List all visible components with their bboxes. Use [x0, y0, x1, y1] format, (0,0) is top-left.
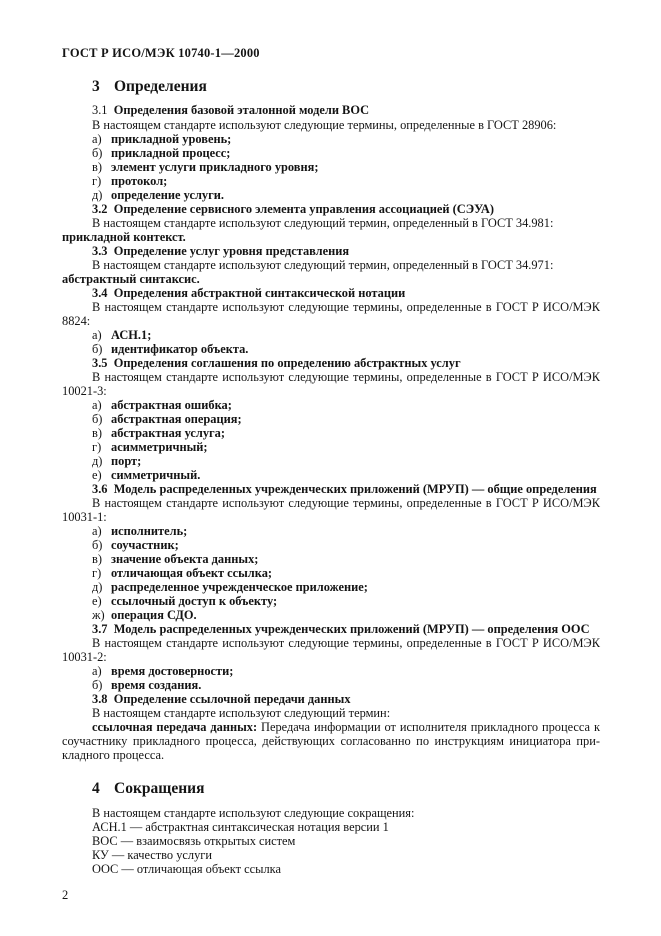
paragraph-continuation: 10031-1:: [62, 510, 107, 524]
paragraph: В настоящем стандарте используют следующий термин:: [92, 706, 391, 720]
list-item: е) симметричный.: [92, 468, 201, 482]
list-item: а) абстрактная ошибка;: [92, 398, 232, 412]
section-title: Сокращения: [114, 780, 205, 797]
paragraph-continuation: 8824:: [62, 314, 91, 328]
list-item: г) отличающая объект ссылка;: [92, 566, 273, 580]
paragraph: В настоящем стандарте используют следующие сокращения:: [92, 806, 415, 820]
list-item: в) значение объекта данных;: [92, 552, 259, 566]
list-item: б) прикладной процесс;: [92, 146, 231, 160]
abbreviation-item: АСН.1 — абстрактная синтаксическая нотация версии 1: [92, 820, 389, 834]
list-item: д) определение услуги.: [92, 188, 224, 202]
definition-line: соучастнику прикладного процесса, действующих согласованно по инструкциям инициатора при-: [62, 734, 600, 748]
definition-line: ссылочная передача данных: Передача информации от исполнителя прикладного процесса к: [92, 720, 600, 734]
paragraph: В настоящем стандарте используют следующие термины, определенные в ГОСТ Р ИСО/МЭК: [92, 496, 600, 510]
list-item: а) АСН.1;: [92, 328, 152, 342]
paragraph: В настоящем стандарте используют следующие термины, определенные в ГОСТ 28906:: [92, 118, 557, 132]
list-item: а) прикладной уровень;: [92, 132, 232, 146]
definition-line: кладного процесса.: [62, 748, 165, 762]
page-number: 2: [62, 888, 69, 902]
subsection-3-3-heading: 3.3 Определение услуг уровня представления: [92, 244, 350, 258]
section-title: Определения: [114, 78, 207, 95]
defined-term: абстрактный синтаксис.: [62, 272, 200, 286]
section-number: 3: [92, 78, 100, 95]
paragraph: В настоящем стандарте используют следующие термины, определенные в ГОСТ Р ИСО/МЭК: [92, 636, 600, 650]
subsection-3-5-heading: 3.5 Определения соглашения по определению абстрактных услуг: [92, 356, 461, 370]
paragraph: В настоящем стандарте используют следующие термины, определенные в ГОСТ Р ИСО/МЭК: [92, 300, 600, 314]
list-item: е) ссылочный доступ к объекту;: [92, 594, 278, 608]
list-item: в) элемент услуги прикладного уровня;: [92, 160, 319, 174]
subsection-3-6-heading: 3.6 Модель распределенных учрежденческих приложений (МРУП) — общие определения: [92, 482, 597, 496]
abbreviation-item: ВОС — взаимосвязь открытых систем: [92, 834, 296, 848]
paragraph-continuation: 10021-3:: [62, 384, 107, 398]
subsection-3-4-heading: 3.4 Определения абстрактной синтаксической нотации: [92, 286, 406, 300]
paragraph-continuation: 10031-2:: [62, 650, 107, 664]
list-item: в) абстрактная услуга;: [92, 426, 225, 440]
subsection-3-7-heading: 3.7 Модель распределенных учрежденческих приложений (МРУП) — определения ООС: [92, 622, 590, 636]
subsection-3-1-heading: [92, 103, 369, 117]
list-item: б) абстрактная операция;: [92, 412, 242, 426]
list-item: а) исполнитель;: [92, 524, 188, 538]
list-item: б) время создания.: [92, 678, 202, 692]
list-item: д) распределенное учрежденческое приложение;: [92, 580, 368, 594]
section-number: 4: [92, 780, 100, 797]
paragraph: В настоящем стандарте используют следующие термины, определенные в ГОСТ Р ИСО/МЭК: [92, 370, 600, 384]
list-item: г) протокол;: [92, 174, 168, 188]
running-head: ГОСТ Р ИСО/МЭК 10740-1—2000: [62, 46, 260, 60]
abbreviation-item: ООС — отличающая объект ссылка: [92, 862, 281, 876]
section-4-heading: [92, 780, 204, 798]
paragraph: В настоящем стандарте используют следующий термин, определенный в ГОСТ 34.971:: [92, 258, 554, 272]
section-3-heading: [92, 78, 207, 96]
list-item: г) асимметричный;: [92, 440, 208, 454]
paragraph: В настоящем стандарте используют следующий термин, определенный в ГОСТ 34.981:: [92, 216, 554, 230]
list-item: ж) операция СДО.: [92, 608, 197, 622]
list-item: а) время достоверности;: [92, 664, 234, 678]
subsection-3-2-heading: 3.2 Определение сервисного элемента управления ассоциацией (СЭУА): [92, 202, 494, 216]
list-item: д) порт;: [92, 454, 142, 468]
subsection-3-8-heading: 3.8 Определение ссылочной передачи данных: [92, 692, 351, 706]
list-item: б) соучастник;: [92, 538, 179, 552]
subsection-number: 3.1: [92, 103, 108, 117]
defined-term: прикладной контекст.: [62, 230, 186, 244]
list-item: б) идентификатор объекта.: [92, 342, 249, 356]
subsection-title: Определения базовой эталонной модели ВОС: [113, 103, 370, 117]
abbreviation-item: КУ — качество услуги: [92, 848, 213, 862]
